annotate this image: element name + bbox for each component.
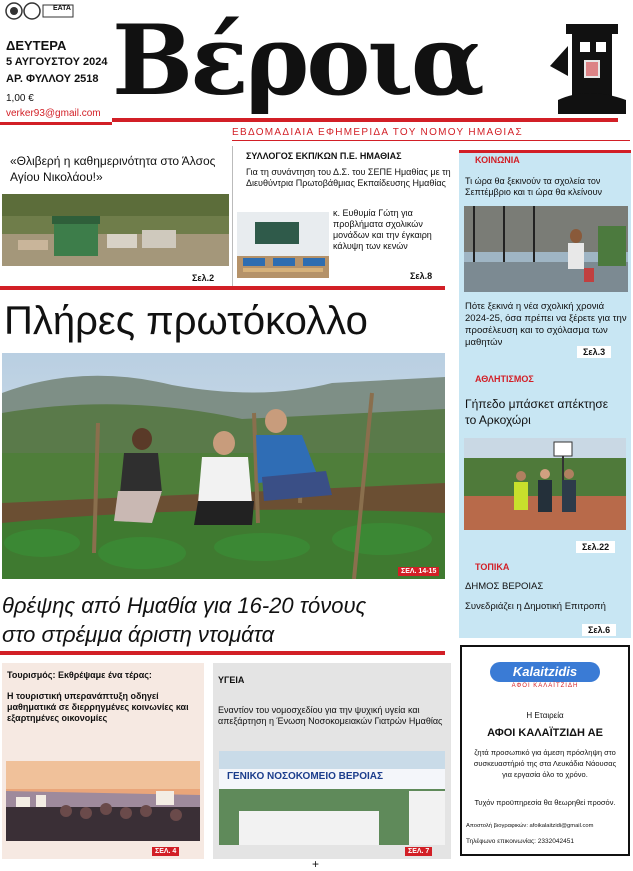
masthead-rule	[112, 118, 618, 122]
story-kicker: Τουρισμός: Εκθρέψαμε ένα τέρας:	[7, 670, 152, 680]
ad-company: ΑΦΟΙ ΚΑΛΑΪΤΖΙΔΗ ΑΕ	[487, 727, 603, 739]
sidebar-story-title[interactable]: Τι ώρα θα ξεκινούν τα σχολεία τον Σεπτέμβριο και τι ώρα θα κλείνουν	[465, 176, 602, 197]
sidebar-story-title[interactable]: Γήπεδο μπάσκετ απέκτησε το Αρκοχώρι	[465, 397, 609, 427]
section-label-local: ΤΟΠΙΚΑ	[475, 562, 510, 572]
hospital-photo	[219, 751, 445, 845]
sidebar-story-text[interactable]: Πότε ξεκινά η νέα σχολική χρονιά 2024-25, όσα πρέπει να ξέρετε για την προσέλευση και το σχόλασμα των μαθητών	[465, 301, 627, 348]
sidebar-story-title[interactable]: Συνεδριάζει η Δημοτική Επιτροπή	[465, 601, 606, 612]
story-headline[interactable]: «Θλιβερή η καθημερινότητα στο Άλσος Αγίου Νικολάου!»	[10, 154, 216, 184]
page-ref: Σελ.22	[576, 541, 615, 553]
mid-section-rule	[0, 651, 445, 655]
section-label-sports: ΑΘΛΗΤΙΣΜΟΣ	[475, 374, 534, 384]
story-photo	[2, 194, 229, 266]
kalaitzidis-logo	[470, 662, 620, 690]
masthead-rule-left	[0, 122, 112, 125]
hospital-sign: ΓΕΝΙΚΟ ΝΟΣΟΚΟΜΕΙΟ ΒΕΡΟΙΑΣ	[227, 771, 383, 782]
ad-email[interactable]: Αποστολή βιογραφικών: afoikalaitzidi@gmail.com	[466, 823, 594, 829]
ad-text: ζητά προσωπικό για άμεση πρόσληψη στο συσκευαστήριό της στα Λευκάδια Νάουσας για εργασία όλο το χρόνο.	[473, 748, 617, 779]
job-advertisement[interactable]	[460, 645, 630, 856]
photo-page-ref: ΣΕΛ. 14-15	[398, 567, 439, 576]
main-caption-line2[interactable]: στο στρέμμα άριστη ντομάτα	[2, 622, 275, 647]
page-ref: ΣΕΛ. 7	[405, 847, 432, 856]
page-ref: ΣΕΛ. 4	[152, 847, 179, 856]
story-text-side[interactable]: κ. Ευθυμία Γώτη για προβλήματα σχολικών μονάδων και την έγκαιρη κάλυψη των κενών	[333, 208, 432, 251]
bottom-story-tourism[interactable]	[2, 663, 204, 859]
newspaper-subtitle: ΕΒΔΟΜΑΔΙΑΙΑ ΕΦΗΜΕΡΙΔΑ ΤΟΥ ΝΟΜΟΥ ΗΜΑΘΙΑΣ	[232, 127, 523, 138]
sidebar-top-rule	[459, 150, 631, 153]
top-section-rule	[0, 286, 445, 290]
main-headline[interactable]: Πλήρες πρωτόκολλο	[4, 299, 368, 343]
ad-note: Τυχόν προϋπηρεσία θα θεωρηθεί προσόν.	[474, 798, 616, 807]
page-ref: Σελ.2	[186, 272, 220, 284]
issue-number: ΑΡ. ΦΥΛΛΟΥ 2518	[6, 73, 99, 85]
publisher-logo	[5, 2, 75, 20]
masthead-hairline	[232, 140, 630, 141]
crop-mark: +	[312, 857, 320, 871]
tower-logo	[548, 16, 630, 116]
column-divider	[232, 146, 233, 286]
schoolyard-photo	[464, 206, 628, 292]
kalaitzidis-logo-sub: ΑΦΟΙ ΚΑΛΑΪΤΖΙΔΗ	[511, 683, 579, 689]
main-photo	[2, 353, 445, 579]
page-ref: Σελ.8	[404, 270, 438, 282]
story-text-top[interactable]: Για τη συνάντηση του Δ.Σ. του ΣΕΠΕ Ημαθίας με τη Διευθύντρια Πρωτοβάθμιας Εκπαίδευσης Ημαθίας	[246, 167, 451, 188]
ad-intro: Η Εταιρεία	[526, 711, 564, 720]
ad-phone[interactable]: Τηλέφωνο επικοινωνίας: 2332042451	[466, 838, 574, 845]
issue-date: 5 ΑΥΓΟΥΣΤΟΥ 2024	[6, 56, 108, 68]
story-text[interactable]: Εναντίον του νομοσχεδίου για την ψυχική υγεία και απεξάρτηση η Ένωση Νοσοκομειακών Γιατρών Ημαθίας	[218, 705, 443, 726]
section-label-society: ΚΟΙΝΩΝΙΑ	[475, 155, 520, 165]
sidebar-story-kicker: ΔΗΜΟΣ ΒΕΡΟΙΑΣ	[465, 581, 544, 592]
bottom-story-health[interactable]	[213, 663, 451, 859]
story-text[interactable]: Η τουριστική υπερανάπτυξη οδηγεί μαθηματικά σε διερρηγμένες κοινωνίες και εξαρτημένες οικονομίες	[7, 691, 189, 723]
main-caption-line1[interactable]: θρέψης από Ημαθία για 16-20 τόνους	[2, 593, 367, 618]
court-photo	[464, 438, 626, 530]
classroom-photo	[237, 212, 329, 278]
section-label-health: ΥΓΕΙΑ	[218, 675, 245, 685]
kalaitzidis-logo-text: Kalaitzidis	[490, 662, 600, 682]
publisher-logo-text: ΕΑΤΑ	[53, 5, 71, 12]
newspaper-title: Βέροια	[112, 4, 482, 117]
contact-email[interactable]: verker93@gmail.com	[6, 108, 101, 119]
page-ref: Σελ.3	[577, 346, 611, 358]
issue-price: 1,00 €	[6, 93, 34, 104]
page-ref: Σελ.6	[582, 624, 616, 636]
story-kicker: ΣΥΛΛΟΓΟΣ ΕΚΠ/ΚΩΝ Π.Ε. ΗΜΑΘΙΑΣ	[246, 151, 402, 161]
santorini-photo	[6, 761, 200, 841]
issue-day: ΔΕΥΤΕΡΑ	[6, 38, 67, 53]
